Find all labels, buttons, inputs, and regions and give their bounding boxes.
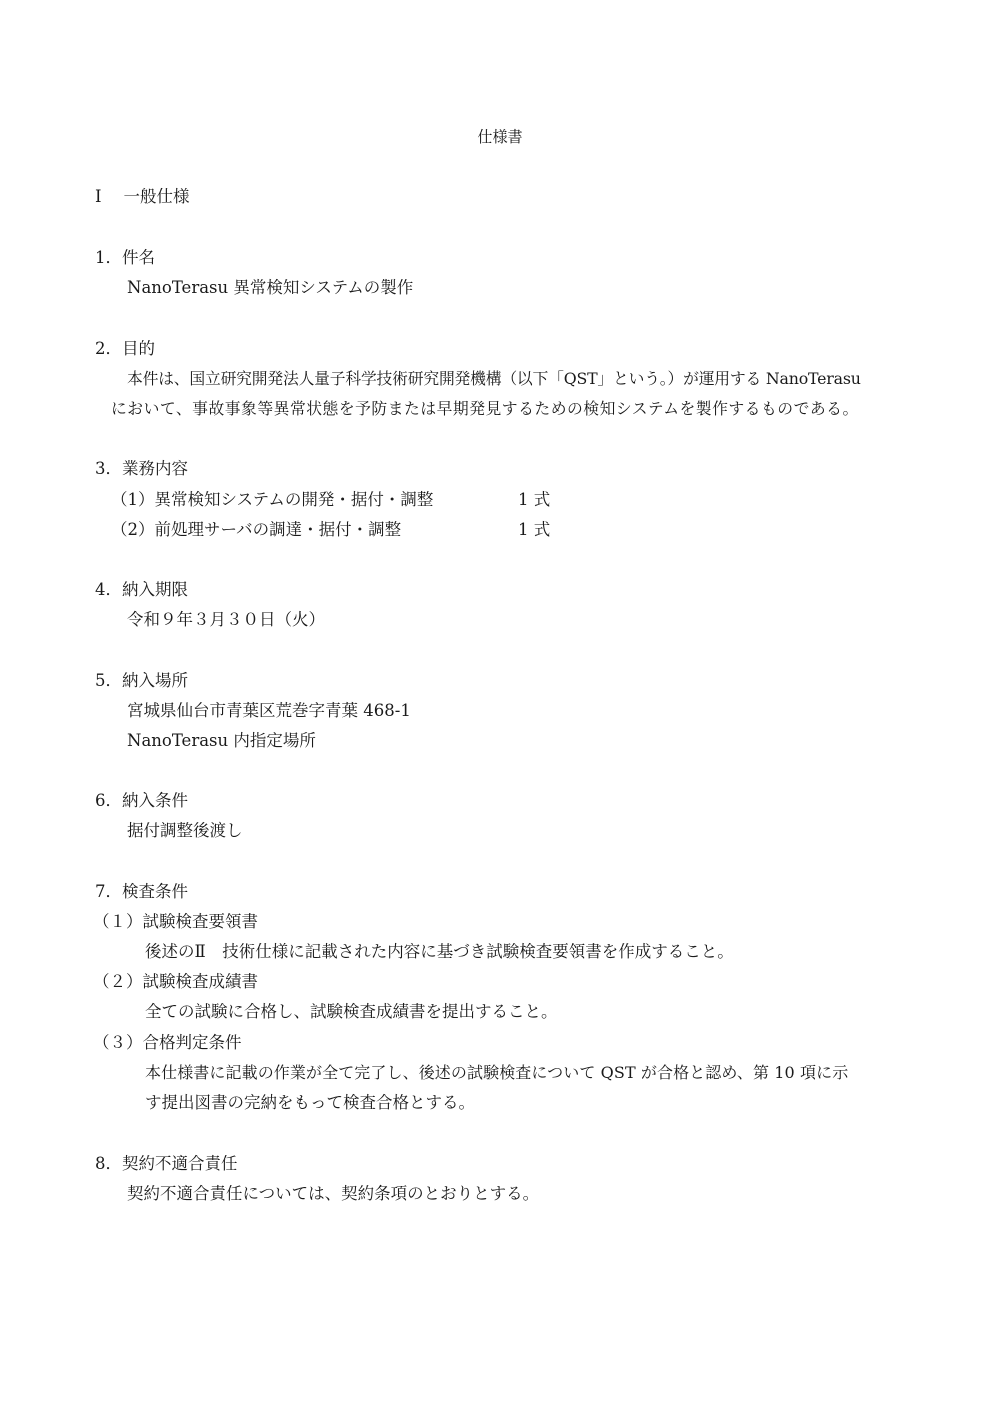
subitem-text: 後述のⅡ 技術仕様に記載された内容に基づき試験検査要領書を作成すること。 — [145, 942, 734, 961]
item-heading — [95, 338, 155, 360]
subitem-number: （１） — [93, 912, 143, 931]
task-row — [111, 489, 433, 511]
item-heading — [95, 1153, 238, 1175]
subitem-number: （２） — [93, 972, 143, 991]
item-text: NanoTerasu 内指定場所 — [127, 731, 316, 750]
item-text: 本件は、国立研究開発法人量子科学技術研究開発機構（以下「QST」という。）が運用する NanoTerasu — [127, 369, 861, 388]
subitem-heading — [93, 971, 258, 993]
section-number: Ⅰ — [95, 187, 102, 206]
item-heading — [95, 458, 188, 480]
task-quantity: 1 式 — [518, 520, 551, 539]
subitem-text: す提出図書の完納をもって検査合格とする。 — [145, 1093, 475, 1112]
section-title: 一般仕様 — [123, 187, 190, 206]
item-number: 5． — [95, 671, 122, 690]
item-title: 件名 — [122, 248, 155, 267]
item-number: 3． — [95, 459, 122, 478]
subitem-heading — [93, 1032, 242, 1054]
item-title: 納入場所 — [122, 671, 188, 690]
item-text: 据付調整後渡し — [127, 821, 243, 840]
item-text: NanoTerasu 異常検知システムの製作 — [127, 278, 414, 297]
item-title: 業務内容 — [122, 459, 188, 478]
subitem-title: 試験検査要領書 — [142, 912, 258, 931]
item-number: 6． — [95, 791, 122, 810]
item-text: 宮城県仙台市青葉区荒巻字青葉 468-1 — [127, 701, 411, 720]
task-quantity: 1 式 — [518, 490, 551, 509]
subitem-heading — [93, 911, 258, 933]
item-heading — [95, 579, 188, 601]
item-text: 令和９年３月３０日（火） — [127, 610, 325, 629]
task-label: 異常検知システムの開発・据付・調整 — [154, 490, 434, 509]
item-heading — [95, 790, 188, 812]
section-heading — [95, 186, 190, 208]
item-title: 納入条件 — [122, 791, 188, 810]
item-number: 1． — [95, 248, 122, 267]
item-heading — [95, 670, 188, 692]
item-number: 7． — [95, 882, 122, 901]
item-title: 契約不適合責任 — [122, 1154, 238, 1173]
item-title: 納入期限 — [122, 580, 188, 599]
page-title: 仕様書 — [477, 128, 523, 146]
task-label: 前処理サーバの調達・据付・調整 — [154, 520, 402, 539]
subitem-text: 本仕様書に記載の作業が全て完了し、後述の試験検査について QST が合格と認め、第 10 項に示 — [145, 1063, 849, 1082]
item-title: 目的 — [122, 339, 155, 358]
subitem-title: 試験検査成績書 — [142, 972, 258, 991]
subitem-number: （３） — [93, 1033, 143, 1052]
subitem-text: 全ての試験に合格し、試験検査成績書を提出すること。 — [145, 1002, 558, 1021]
item-heading — [95, 247, 155, 269]
item-title: 検査条件 — [122, 882, 188, 901]
item-number: 4． — [95, 580, 122, 599]
task-number: （2） — [111, 520, 155, 539]
item-text: 契約不適合責任については、契約条項のとおりとする。 — [127, 1184, 540, 1203]
item-number: 2． — [95, 339, 122, 358]
item-text: において、事故事象等異常状態を予防または早期発見するための検知システムを製作するものである。 — [111, 399, 859, 418]
task-row — [111, 519, 401, 541]
subitem-title: 合格判定条件 — [142, 1033, 242, 1052]
item-heading — [95, 881, 188, 903]
item-number: 8． — [95, 1154, 122, 1173]
task-number: （1） — [111, 490, 155, 509]
